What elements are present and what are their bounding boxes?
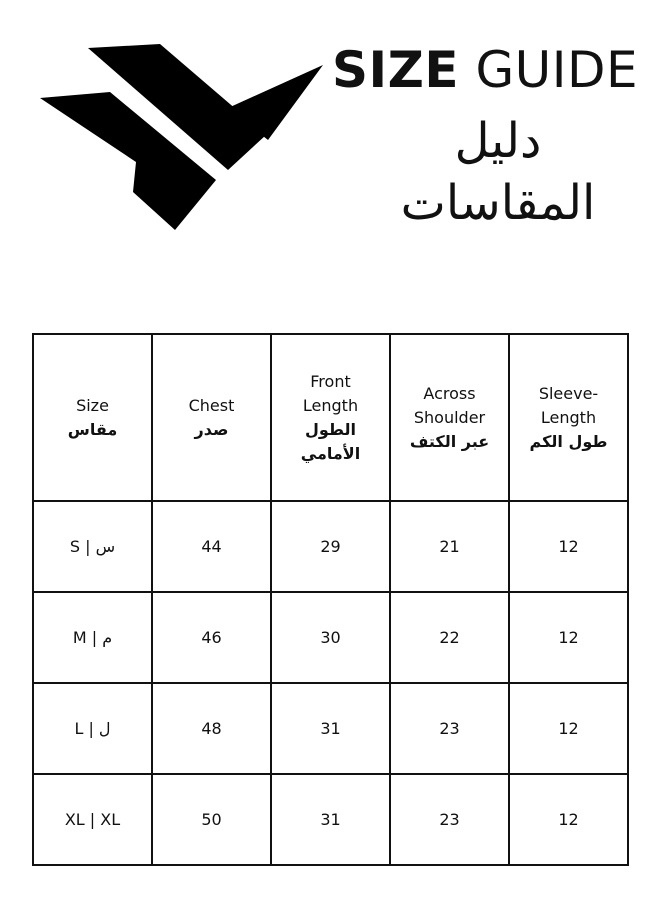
cell-sleeve-length: 12: [509, 774, 628, 865]
cell-chest: 50: [152, 774, 271, 865]
header-chest: [152, 334, 271, 501]
cell-front-length: 30: [271, 592, 390, 683]
page-title: [332, 40, 639, 100]
cell-chest: 48: [152, 683, 271, 774]
header-size-en: Size: [76, 395, 109, 415]
title-regular-word: GUIDE: [475, 41, 639, 99]
cell-front-length: 31: [271, 774, 390, 865]
cell-across-shoulder: 23: [390, 774, 509, 865]
brand-logo: [38, 40, 328, 240]
cell-size: S | س: [33, 501, 152, 592]
header-size: [33, 334, 152, 501]
header-sleeve-length-en: Sleeve-Length: [538, 383, 599, 427]
cell-sleeve-length: 12: [509, 501, 628, 592]
header-front-length: [271, 334, 390, 501]
title-bold-word: SIZE: [332, 41, 460, 99]
cell-across-shoulder: 21: [390, 501, 509, 592]
header-sleeve-length-ar: طول الكم: [529, 431, 608, 451]
cell-sleeve-length: 12: [509, 592, 628, 683]
header-across-shoulder-en: Across Shoulder: [413, 383, 486, 427]
cell-across-shoulder: 23: [390, 683, 509, 774]
header-chest-en: Chest: [188, 395, 235, 415]
table-row: [33, 774, 628, 865]
header-front-length-en: Front Length: [302, 371, 359, 415]
arabic-title-line-1: دليل: [454, 113, 542, 169]
cell-front-length: 31: [271, 683, 390, 774]
cell-sleeve-length: 12: [509, 683, 628, 774]
table-row: [33, 683, 628, 774]
header-across-shoulder-ar: عبر الكتف: [409, 431, 490, 451]
cell-size: L | ل: [33, 683, 152, 774]
cell-chest: 46: [152, 592, 271, 683]
cell-across-shoulder: 22: [390, 592, 509, 683]
table-header-row: [33, 334, 628, 501]
title-block: [332, 40, 639, 234]
table-row: [33, 501, 628, 592]
header-chest-ar: صدر: [194, 419, 229, 439]
cell-size: XL | XL: [33, 774, 152, 865]
size-table: [32, 333, 629, 866]
cell-front-length: 29: [271, 501, 390, 592]
header-sleeve-length: [509, 334, 628, 501]
cell-size: M | م: [33, 592, 152, 683]
arabic-title-line-2: المقاسات: [400, 175, 596, 231]
table-row: [33, 592, 628, 683]
arabic-title: [368, 110, 628, 234]
header-size-ar: مقاس: [67, 419, 118, 439]
header-across-shoulder: [390, 334, 509, 501]
header-front-length-ar: الطول الأمامي: [300, 419, 361, 463]
cell-chest: 44: [152, 501, 271, 592]
